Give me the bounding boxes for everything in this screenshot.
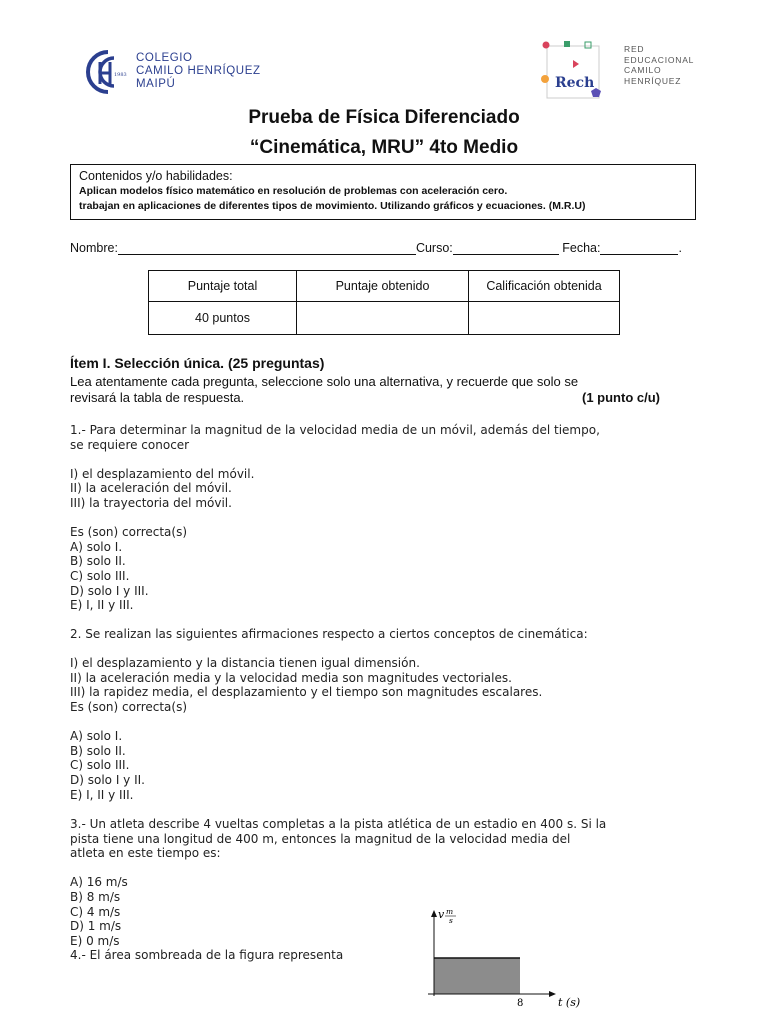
network-emblem-icon bbox=[540, 40, 620, 104]
contents-line-2: trabajan en aplicaciones de diferentes tipos de movimiento. Utilizando gráficos y ecuaciones. (M.R.U) bbox=[79, 200, 586, 212]
velocity-time-graph bbox=[410, 896, 610, 1016]
name-field[interactable] bbox=[118, 241, 416, 255]
course-label: Curso: bbox=[415, 241, 453, 255]
network-name: RED EDUCACIONAL CAMILO HENRÍQUEZ bbox=[624, 44, 695, 86]
y-axis-unit-den: s bbox=[449, 916, 453, 925]
date-label: Fecha: bbox=[562, 241, 601, 255]
school-crest-icon bbox=[78, 48, 136, 96]
student-fields: Nombre: Curso: Fecha: . bbox=[70, 241, 682, 255]
name-label: Nombre: bbox=[70, 241, 118, 255]
question-2: 2. Se realizan las siguientes afirmaciones respecto a ciertos conceptos de cinemática: I) el desplazamiento y la distancia tienen igual dimensión. II) la aceleración media y la velocidad media son magnitudes vectoriales. III) la rapidez media, el desplazamiento y el tiempo son magnitudes escalares. Es (son) correcta(s) A) solo I. B) solo II. C) solo III. D) solo I y II. E) I, II y III. bbox=[70, 627, 588, 802]
score-header-obtained: Puntaje obtenido bbox=[297, 271, 469, 302]
y-axis-arrow-icon bbox=[431, 910, 437, 917]
page-title: Prueba de Física Diferenciado bbox=[248, 107, 520, 128]
network-word: Rech bbox=[555, 75, 595, 91]
x-tick-label: 8 bbox=[517, 998, 524, 1009]
page-subtitle: “Cinemática, MRU” 4to Medio bbox=[249, 137, 519, 158]
date-field[interactable] bbox=[600, 241, 678, 255]
contents-line-1: Aplican modelos físico matemático en resolución de problemas con aceleración cero. bbox=[79, 185, 508, 197]
question-3: 3.- Un atleta describe 4 vueltas completas a la pista atlética de un estadio en 400 s. Si la pista tiene una longitud de 400 m, entonces la magnitud de la velocidad media del atleta en este tiempo es: A) 16 m/s B) 8 m/s C) 4 m/s D) 1 m/s E) 0 m/s bbox=[70, 817, 607, 948]
score-total-value: 40 puntos bbox=[149, 302, 297, 335]
shaded-area bbox=[434, 958, 520, 994]
score-header-grade: Calificación obtenida bbox=[469, 271, 620, 302]
section-intro: Lea atentamente cada pregunta, seleccione solo una alternativa, y recuerde que solo se revisará la tabla de respuesta. (1 punto c/u) bbox=[70, 374, 660, 405]
points-note: (1 punto c/u) bbox=[582, 390, 660, 405]
score-grade-value[interactable] bbox=[469, 302, 620, 335]
y-axis-label: v bbox=[438, 908, 445, 921]
score-table bbox=[148, 270, 620, 335]
contents-heading: Contenidos y/o habilidades: bbox=[79, 169, 233, 183]
network-logo bbox=[540, 40, 700, 104]
course-field[interactable] bbox=[453, 241, 559, 255]
question-4: 4.- El área sombreada de la figura representa bbox=[70, 948, 344, 962]
school-year: 1983 bbox=[114, 72, 127, 78]
y-axis-unit-num: m bbox=[446, 907, 454, 916]
x-axis-arrow-icon bbox=[549, 991, 556, 997]
section-title: Ítem I. Selección única. (25 preguntas) bbox=[70, 355, 325, 371]
score-obtained-value[interactable] bbox=[297, 302, 469, 335]
school-logo bbox=[78, 48, 278, 96]
score-header-total: Puntaje total bbox=[149, 271, 297, 302]
x-axis-label: t (s) bbox=[558, 996, 581, 1009]
question-1: 1.- Para determinar la magnitud de la velocidad media de un móvil, además del tiempo, se requiere conocer I) el desplazamiento del móvil. II) la aceleración del móvil. III) la trayectoria del móvil. Es (son) correcta(s) A) solo I. B) solo II. C) solo III. D) solo I y III. E) I, II y III. bbox=[70, 423, 600, 613]
school-name: COLEGIO CAMILO HENRÍQUEZ MAIPÚ bbox=[136, 52, 261, 90]
contents-box bbox=[70, 164, 696, 220]
